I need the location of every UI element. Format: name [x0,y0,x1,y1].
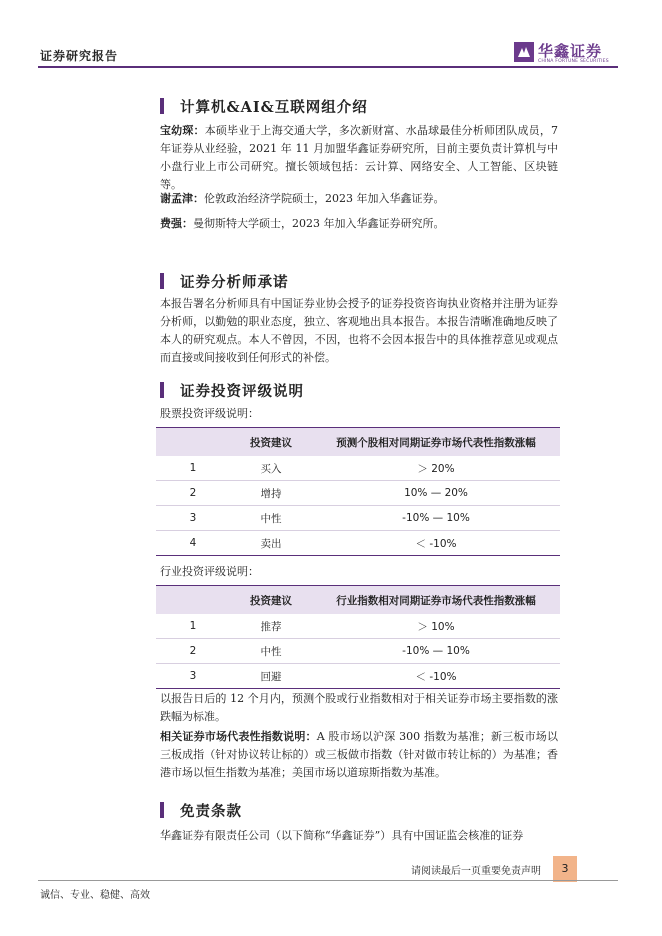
table-row: 2 中性 -10% — 10% [156,639,560,664]
table-row: 1 推荐 ＞ 10% [156,614,560,639]
disclaimer-text: 华鑫证券有限责任公司（以下简称“华鑫证券”）具有中国证监会核准的证券 [160,829,524,842]
heading-bar [160,98,164,114]
company-logo [514,40,624,66]
report-type-label: 证券研究报告 [40,49,119,63]
table-row: 4 卖出 ＜ -10% [156,531,560,556]
stock-rating-table [156,427,560,556]
index-description: 相关证券市场代表性指数说明：A 股市场以沪深 300 指数为基准；新三板市场以三板成指（针对协议转让标的）或三板做市指数（针对做市转让标的）为基准；香港市场以恒生指数为基准；美国市场以道琼斯指数为基准。 [160,730,558,779]
table-row: 2 增持 10% — 20% [156,481,560,506]
logo-icon [514,42,534,62]
logo-text: 华鑫证券 [538,42,603,60]
table-row: 3 回避 ＜ -10% [156,664,560,689]
page-number: 3 [553,856,577,882]
heading-bar [160,273,164,289]
logo-subtext: CHINA FORTUNE SECURITIES [538,59,609,64]
heading-bar [160,802,164,818]
member-bio-1: 宝幼琛：本硕毕业于上海交通大学，多次新财富、水晶球最佳分析师团队成员，7年证券从业经验，2021 年 11 月加盟华鑫证券研究所，目前主要负责计算机与中小盘行业上市公司研究。擅长领域包括：云计算、网络安全、人工智能、区块链等。 [160,124,558,191]
rating-note: 以报告日后的 12 个月内，预测个股或行业指数相对于相关证券市场主要指数的涨跌幅为标准。 [160,692,558,723]
commitment-text: 本报告署名分析师具有中国证券业协会授予的证券投资咨询执业资格并注册为证券分析师，以勤勉的职业态度，独立、客观地出具本报告。本报告清晰准确地反映了本人的研究观点。本人不曾因，不因，也将不会因本报告中的具体推荐意见或观点而直接或间接收到任何形式的补偿。 [160,297,558,364]
disclaimer-reminder: 请阅读最后一页重要免责声明 [411,866,541,877]
stock-rating-label: 股票投资评级说明： [160,407,259,420]
table-header-row: 投资建议 预测个股相对同期证券市场代表性指数涨幅 [156,428,560,457]
member-bio-2: 谢孟津：伦敦政治经济学院硕士，2023 年加入华鑫证券。 [160,192,445,205]
table-row: 3 中性 -10% — 10% [156,506,560,531]
header-divider [38,66,618,68]
footer-slogan: 诚信、专业、稳健、高效 [40,890,150,901]
table-row: 1 买入 ＞ 20% [156,456,560,481]
industry-rating-label: 行业投资评级说明： [160,565,259,578]
industry-rating-table [156,585,560,689]
member-bio-3: 费强：曼彻斯特大学硕士，2023 年加入华鑫证券研究所。 [160,217,445,230]
footer-divider [38,880,618,881]
heading-bar [160,382,164,398]
table-header-row: 投资建议 行业指数相对同期证券市场代表性指数涨幅 [156,586,560,615]
